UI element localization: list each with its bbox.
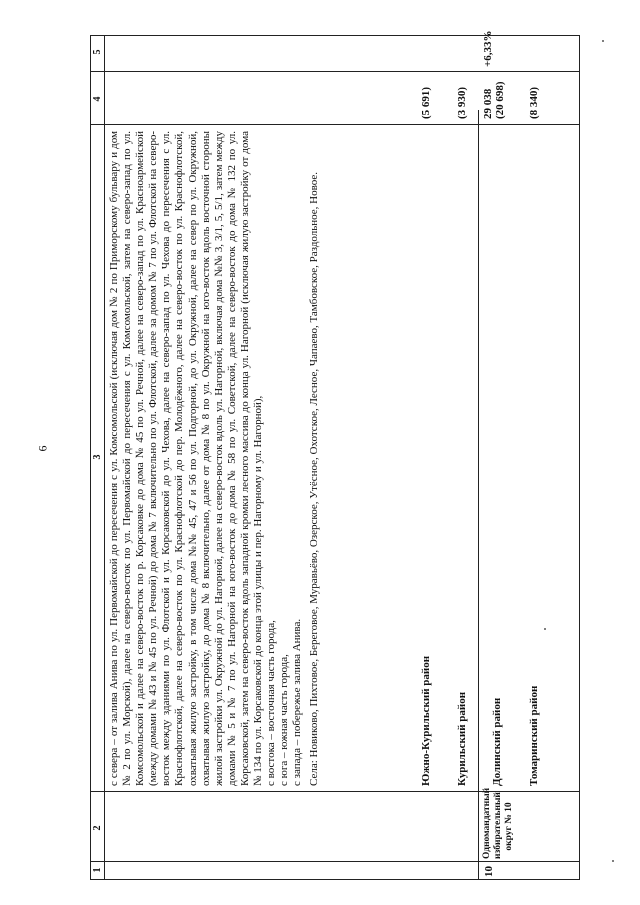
villages — [308, 131, 321, 786]
district-yuzhno-kurilsky: Южно-Курильский район — [420, 655, 432, 786]
district-kurilsky-count: (3 930) — [456, 86, 468, 119]
col-divider — [90, 861, 580, 862]
boundary-south: с юга – южная часть города, — [278, 654, 291, 786]
col-divider — [90, 71, 580, 72]
page-number: 6 — [35, 445, 50, 452]
row-10-district-label: Одномандатный избирательный округ № 10 — [482, 787, 514, 859]
district-tomarinsky-count: (8 340) — [528, 86, 540, 119]
col-divider — [90, 124, 580, 125]
district-dolinsky-count: (20 698) — [494, 81, 506, 119]
district-tomarinsky: Томаринский район — [528, 685, 540, 786]
district-kurilsky: Курильский район — [456, 691, 468, 786]
row-10-deviation: +6,33% — [482, 30, 494, 67]
villages-list: Новиково, Пихтовое, Береговое, Муравьёво, Озерское, Утёсное, Охотское, Лесное, Чапаево, Тамбовское, Раздольное, Новое. — [308, 171, 321, 758]
row-10-number: 10 — [483, 866, 495, 877]
row-10-total: 29 038 — [482, 88, 494, 119]
header-divider — [104, 35, 105, 880]
scan-speck — [544, 628, 546, 630]
scan-speck — [612, 860, 614, 862]
district-yuzhno-kurilsky-count: (5 691) — [420, 86, 432, 119]
header-col-5: 5 — [92, 49, 103, 55]
boundary-east: с востока – восточная часть города, — [265, 620, 278, 786]
scan-speck — [602, 40, 604, 42]
header-col-1: 1 — [92, 867, 103, 873]
villages-label: Села: — [308, 760, 321, 786]
boundary-description — [108, 131, 322, 786]
boundary-north: с севера – от залива Анива по ул. Первомайской до пересечения с ул. Комсомольской (исключая дом № 2 по Приморскому бульвару и дом № 2 по ул. Морской), далее на северо-восток по ул. Первомайской до пересечения с ул. Комсомольской, затем на северо-запад по ул. Комсомольской и далее на северо-восток по р. Корсаковке до дома № 45 по ул. Речной, далее на северо-запад по ул. Красноармейской (между домами № 43 и № 45 по ул. Речной) до дома № 7 включительно по ул. Флотской, далее за домом № 7 по ул. Флотской на северо-восток между зданиями по ул. Флотской и ул. Корсаковской до ул. Чехова, далее на северо-запад по ул. Чехова до пересечения с ул. Краснофлотской, далее на северо-восток по ул. Краснофлотской до пер. Молодёжного, далее на северо-восток по ул. Краснофлотской, охватывая жилую застройку, в том числе дома №№ 45, 47 и 56 по ул. Подгорной, до ул. Окружной, далее на север по ул. Окружной, охватывая жилую застройку, до дома № 8 включительно, далее от дома № 8 по ул. Окружной на юго-восток вдоль восточной стороны жилой застройки ул. Окружной до ул. Нагорной, далее на северо-восток вдоль ул. Нагорной, включая дома №№ 3, 3/1, 5, 5/1, затем между домами № 5 и № 7 по ул. Нагорной на юго-восток до дома № 58 по ул. Советской, далее на северо-восток до дома № 132 по ул. Корсаковской, затем на северо-восток вдоль западной кромки лесного массива до конца ул. Нагорной (исключая жилую застройку от дома № 134 по ул. Корсаковской до конца этой улицы и пер. Нагорному и ул. Нагорной), — [108, 131, 265, 786]
rotated-table — [90, 30, 580, 880]
header-col-3: 3 — [92, 454, 103, 460]
district-dolinsky: Долинский район — [491, 697, 503, 786]
header-col-2: 2 — [92, 825, 103, 831]
boundary-west: с запада – побережье залива Анива. — [291, 618, 304, 786]
row-divider — [478, 110, 479, 880]
header-col-4: 4 — [92, 96, 103, 102]
col-divider — [90, 791, 580, 792]
